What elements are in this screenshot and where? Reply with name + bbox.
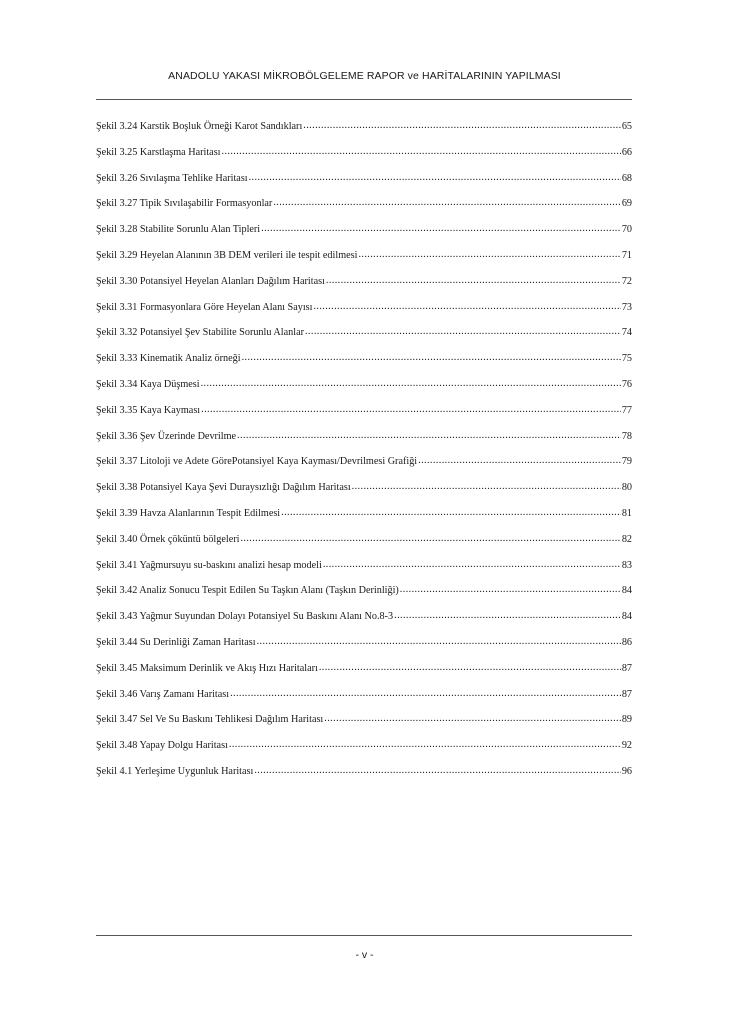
toc-entry-page: 83 (621, 559, 632, 571)
toc-entry-page: 86 (621, 636, 632, 648)
footer-rule (96, 935, 632, 936)
toc-entry-label: Şekil 3.45 Maksimum Derinlik ve Akış Hızı Haritaları (96, 662, 318, 674)
toc-entry[interactable] (96, 661, 632, 687)
toc-entry-label: Şekil 3.44 Su Derinliği Zaman Haritası (96, 636, 256, 648)
toc-entry-label: Şekil 3.35 Kaya Kayması (96, 404, 201, 416)
toc-entry[interactable] (96, 764, 632, 790)
toc-entry-label: Şekil 3.46 Varış Zamanı Haritası (96, 688, 230, 700)
toc-entry[interactable] (96, 274, 632, 300)
toc-entry[interactable] (96, 558, 632, 584)
toc-dot-leader (418, 454, 621, 464)
toc-entry[interactable] (96, 325, 632, 351)
toc-dot-leader (394, 609, 621, 619)
toc-entry[interactable] (96, 712, 632, 738)
toc-dot-leader (400, 583, 621, 593)
toc-dot-leader (326, 274, 621, 284)
page-number: - v - (355, 949, 374, 961)
toc-entry-page: 79 (621, 456, 632, 468)
toc-entry[interactable] (96, 300, 632, 326)
toc-entry-page: 74 (621, 327, 632, 339)
toc-entry[interactable] (96, 248, 632, 274)
toc-dot-leader (222, 145, 621, 155)
toc-entry-label: Şekil 3.37 Litoloji ve Adete GörePotansiyel Kaya Kayması/Devrilmesi Grafiği (96, 456, 418, 468)
toc-entry-page: 92 (621, 740, 632, 752)
toc-dot-leader (352, 480, 621, 490)
toc-entry-label: Şekil 3.42 Analiz Sonucu Tespit Edilen Su Taşkın Alanı (Taşkın Derinliği) (96, 585, 399, 597)
toc-entry-page: 65 (621, 121, 632, 132)
toc-entry-page: 72 (621, 275, 632, 287)
running-header: ANADOLU YAKASI MİKROBÖLGELEME RAPOR ve HARİTALARININ YAPILMASI (168, 70, 561, 82)
toc-dot-leader (324, 712, 621, 722)
header-rule (96, 99, 632, 100)
toc-entry-page: 80 (621, 482, 632, 494)
toc-entry[interactable] (96, 609, 632, 635)
toc-entry[interactable] (96, 403, 632, 429)
toc-entry-label: Şekil 3.26 Sıvılaşma Tehlike Haritası (96, 172, 248, 184)
toc-dot-leader (240, 532, 620, 542)
toc-dot-leader (242, 351, 621, 361)
toc-entry-page: 75 (621, 353, 632, 365)
toc-dot-leader (323, 558, 621, 568)
toc-entry-label: Şekil 3.34 Kaya Düşmesi (96, 378, 200, 390)
toc-entry-page: 82 (621, 533, 632, 545)
toc-dot-leader (229, 738, 621, 748)
toc-entry[interactable] (96, 222, 632, 248)
toc-entry-label: Şekil 3.32 Potansiyel Şev Stabilite Sorunlu Alanlar (96, 327, 304, 339)
toc-entry-label: Şekil 3.48 Yapay Dolgu Haritası (96, 740, 228, 752)
toc-entry-label: Şekil 3.36 Şev Üzerinde Devrilme (96, 430, 237, 442)
toc-entry-label: Şekil 3.30 Potansiyel Heyelan Alanları Dağılım Haritası (96, 275, 325, 287)
list-of-figures (96, 119, 632, 790)
toc-entry-page: 87 (621, 688, 632, 700)
toc-entry-page: 68 (621, 172, 632, 184)
toc-entry-label: Şekil 3.40 Örnek çöküntü bölgeleri (96, 533, 240, 545)
toc-entry-label: Şekil 3.39 Havza Alanlarının Tespit Edilmesi (96, 507, 281, 519)
toc-entry[interactable] (96, 196, 632, 222)
toc-entry[interactable] (96, 532, 632, 558)
toc-entry-label: Şekil 3.33 Kinematik Analiz örneği (96, 353, 241, 365)
toc-dot-leader (305, 325, 621, 335)
toc-dot-leader (303, 119, 621, 129)
toc-entry[interactable] (96, 738, 632, 764)
toc-entry-label: Şekil 3.24 Karstik Boşluk Örneği Karot Sandıkları (96, 121, 303, 132)
toc-entry-page: 69 (621, 198, 632, 210)
toc-entry[interactable] (96, 635, 632, 661)
toc-dot-leader (201, 377, 621, 387)
toc-entry-label: Şekil 3.41 Yağmursuyu su-baskını analizi hesap modeli (96, 559, 322, 571)
toc-entry[interactable] (96, 119, 632, 145)
toc-entry[interactable] (96, 480, 632, 506)
toc-dot-leader (358, 248, 620, 258)
toc-dot-leader (201, 403, 621, 413)
toc-entry-page: 71 (621, 249, 632, 261)
toc-dot-leader (261, 222, 621, 232)
toc-entry-page: 73 (621, 301, 632, 313)
toc-entry-page: 84 (621, 611, 632, 623)
toc-dot-leader (281, 506, 621, 516)
toc-entry-page: 96 (621, 765, 632, 777)
toc-dot-leader (249, 171, 621, 181)
toc-dot-leader (319, 661, 621, 671)
toc-entry-page: 89 (621, 714, 632, 726)
toc-entry[interactable] (96, 583, 632, 609)
toc-entry-page: 76 (621, 378, 632, 390)
toc-entry-page: 81 (621, 507, 632, 519)
toc-entry[interactable] (96, 429, 632, 455)
toc-entry[interactable] (96, 171, 632, 197)
toc-entry-page: 77 (621, 404, 632, 416)
toc-entry-label: Şekil 3.43 Yağmur Suyundan Dolayı Potansiyel Su Baskını Alanı No.8-3 (96, 611, 394, 623)
toc-entry-label: Şekil 3.31 Formasyonlara Göre Heyelan Alanı Sayısı (96, 301, 313, 313)
toc-entry[interactable] (96, 506, 632, 532)
toc-dot-leader (273, 196, 621, 206)
toc-entry-label: Şekil 3.25 Karstlaşma Haritası (96, 146, 221, 158)
toc-dot-leader (237, 429, 621, 439)
toc-entry-page: 87 (621, 662, 632, 674)
toc-entry[interactable] (96, 351, 632, 377)
toc-dot-leader (230, 687, 621, 697)
toc-entry-label: Şekil 4.1 Yerleşime Uygunluk Haritası (96, 765, 254, 777)
toc-entry-page: 78 (621, 430, 632, 442)
toc-dot-leader (254, 764, 620, 774)
toc-entry[interactable] (96, 145, 632, 171)
toc-entry[interactable] (96, 377, 632, 403)
toc-entry-label: Şekil 3.28 Stabilite Sorunlu Alan Tipleri (96, 224, 261, 236)
toc-entry[interactable] (96, 454, 632, 480)
toc-entry-page: 84 (621, 585, 632, 597)
toc-dot-leader (313, 300, 620, 310)
toc-dot-leader (257, 635, 621, 645)
toc-entry-label: Şekil 3.27 Tipik Sıvılaşabilir Formasyonlar (96, 198, 273, 210)
toc-entry[interactable] (96, 687, 632, 713)
toc-entry-label: Şekil 3.29 Heyelan Alanının 3B DEM verileri ile tespit edilmesi (96, 249, 358, 261)
toc-entry-label: Şekil 3.47 Sel Ve Su Baskını Tehlikesi Dağılım Haritası (96, 714, 324, 726)
toc-entry-page: 70 (621, 224, 632, 236)
toc-entry-page: 66 (621, 146, 632, 158)
toc-entry-label: Şekil 3.38 Potansiyel Kaya Şevi Duraysızlığı Dağılım Haritası (96, 482, 351, 494)
